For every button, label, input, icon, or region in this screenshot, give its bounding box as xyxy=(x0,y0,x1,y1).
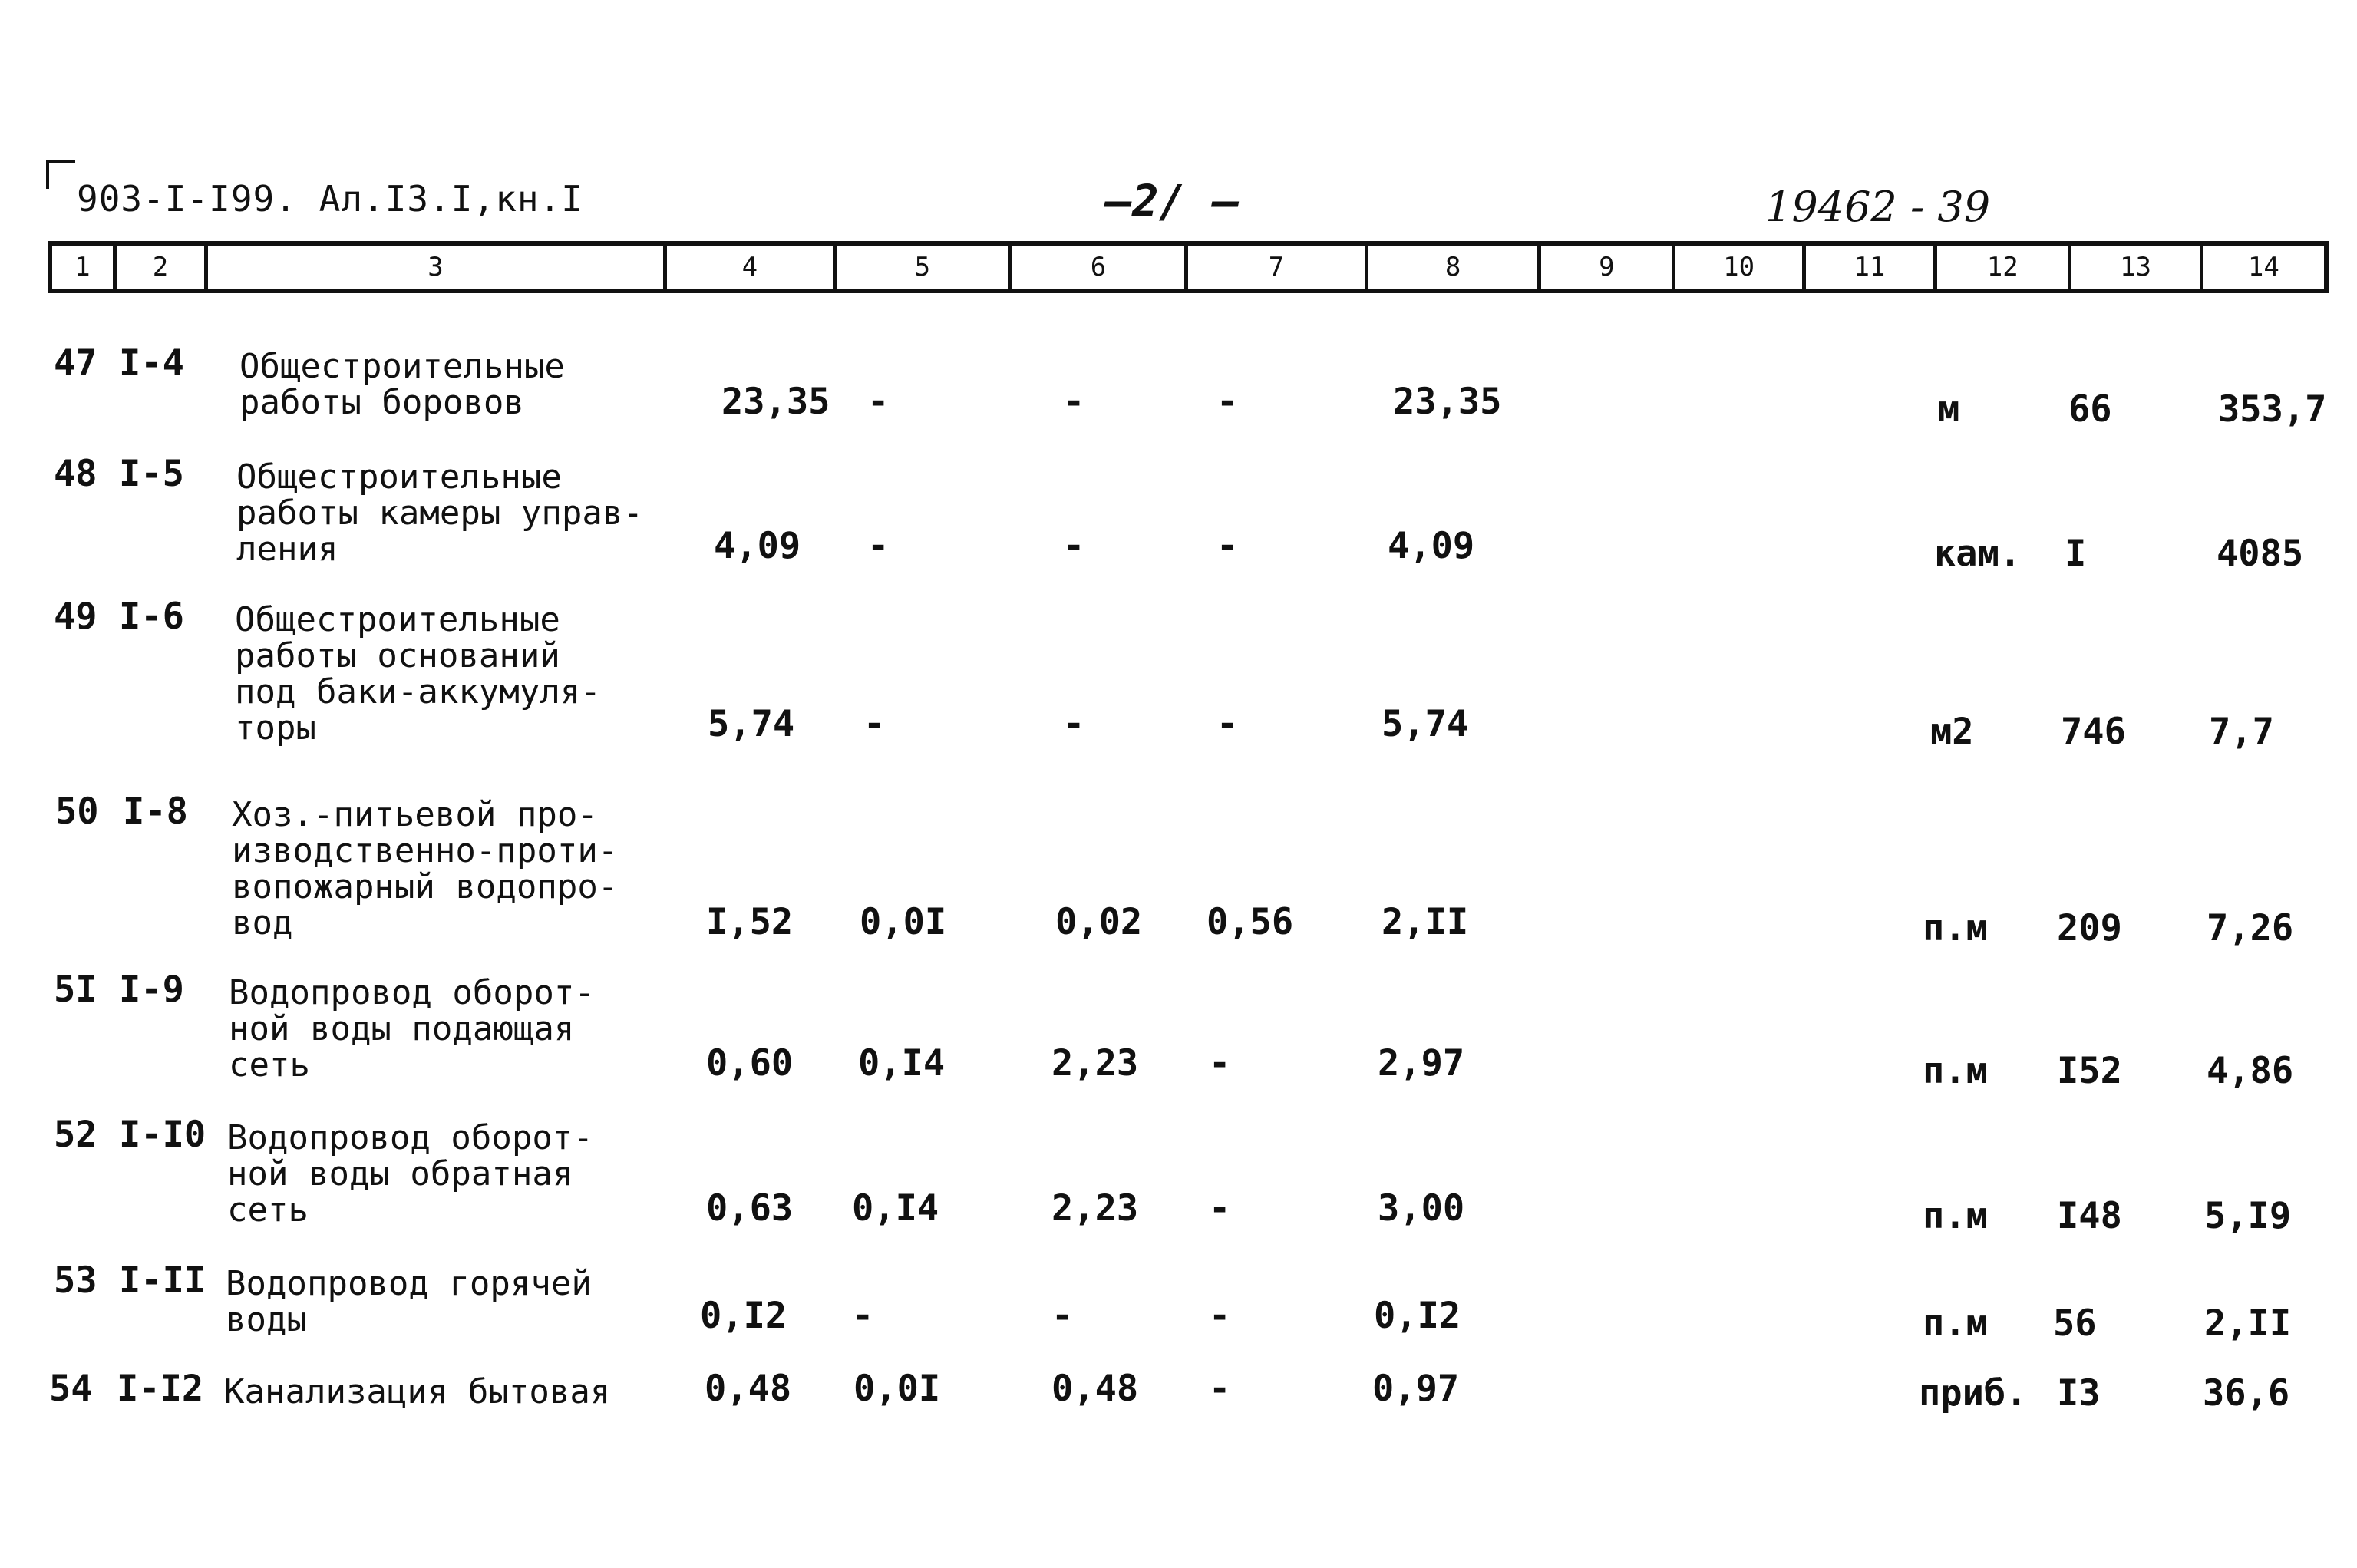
column-number: 12 xyxy=(1937,246,2071,289)
value-col4: 0,48 xyxy=(705,1368,792,1410)
value-col5: 0,0I xyxy=(860,901,947,943)
value-col8: 2,97 xyxy=(1378,1042,1465,1084)
value-col8: 2,II xyxy=(1382,901,1469,943)
value-col7: - xyxy=(1209,1295,1231,1337)
row-code: I-I2 xyxy=(117,1368,204,1410)
value-col4: 23,35 xyxy=(721,381,830,423)
value-col5: 0,0I xyxy=(853,1368,941,1410)
unit-price: 2,II xyxy=(2204,1302,2292,1345)
unit-price: 4,86 xyxy=(2207,1050,2294,1092)
value-col6: 0,02 xyxy=(1055,901,1143,943)
row-number: 49 xyxy=(54,596,97,638)
column-number: 4 xyxy=(667,246,837,289)
value-col5: - xyxy=(867,381,890,423)
column-number: 10 xyxy=(1675,246,1805,289)
row-name: Водопровод оборот- ной воды обратная сеть xyxy=(227,1118,593,1230)
corner-mark xyxy=(46,160,75,189)
row-name: Канализация бытовая xyxy=(224,1372,611,1411)
value-col8: 0,I2 xyxy=(1374,1295,1461,1337)
value-col5: - xyxy=(863,703,886,745)
row-code: I-4 xyxy=(119,342,184,385)
row-number: 50 xyxy=(55,791,99,833)
value-col6: 2,23 xyxy=(1051,1042,1139,1084)
value-col7: - xyxy=(1209,1042,1231,1084)
value-col5: - xyxy=(867,525,890,567)
value-col8: 0,97 xyxy=(1372,1368,1460,1410)
value-col8: 3,00 xyxy=(1378,1187,1465,1230)
value-col5: 0,I4 xyxy=(852,1187,939,1230)
unit: п.м xyxy=(1923,1195,1988,1237)
column-number: 8 xyxy=(1368,246,1541,289)
unit-price: 5,I9 xyxy=(2204,1195,2292,1237)
row-number: 53 xyxy=(54,1259,97,1302)
row-code: I-I0 xyxy=(119,1114,206,1156)
value-col8: 4,09 xyxy=(1388,525,1475,567)
unit: п.м xyxy=(1923,1050,1988,1092)
page-number: —2/ — xyxy=(1105,175,1240,227)
value-col4: 0,I2 xyxy=(700,1295,787,1337)
row-number: 54 xyxy=(49,1368,93,1410)
quantity: 66 xyxy=(2068,388,2112,431)
row-name: Водопровод оборот- ной воды подающая сеть xyxy=(229,973,595,1084)
unit: п.м xyxy=(1923,1302,1988,1345)
row-name: Общестроительные работы оснований под баки-аккумуля- торы xyxy=(235,600,601,748)
quantity: I3 xyxy=(2057,1372,2101,1415)
row-code: I-6 xyxy=(119,596,184,638)
column-number: 13 xyxy=(2071,246,2203,289)
unit: м xyxy=(1938,388,1960,431)
value-col6: - xyxy=(1063,525,1085,567)
column-number: 2 xyxy=(117,246,209,289)
unit: м2 xyxy=(1930,711,1974,753)
value-col4: 0,63 xyxy=(706,1187,794,1230)
unit: приб. xyxy=(1919,1372,2028,1415)
column-number: 7 xyxy=(1188,246,1368,289)
unit-price: 36,6 xyxy=(2203,1372,2290,1415)
value-col8: 23,35 xyxy=(1393,381,1502,423)
unit-price: 7,7 xyxy=(2209,711,2274,753)
unit: кам. xyxy=(1934,533,2022,575)
value-col6: - xyxy=(1063,703,1085,745)
row-name: Общестроительные работы боровов xyxy=(239,347,565,422)
value-col7: - xyxy=(1209,1368,1231,1410)
unit-price: 4085 xyxy=(2217,533,2304,575)
value-col6: - xyxy=(1051,1295,1074,1337)
row-number: 48 xyxy=(54,453,97,495)
column-number-bar xyxy=(48,241,2329,293)
quantity: 56 xyxy=(2053,1302,2097,1345)
quantity: 746 xyxy=(2061,711,2126,753)
row-name: Водопровод горячей воды xyxy=(226,1264,592,1339)
row-name: Общестроительные работы камеры управ- ления xyxy=(236,457,643,569)
column-number: 6 xyxy=(1012,246,1188,289)
row-number: 47 xyxy=(54,342,97,385)
value-col6: 2,23 xyxy=(1051,1187,1139,1230)
row-code: I-8 xyxy=(123,791,188,833)
value-col4: 4,09 xyxy=(714,525,801,567)
value-col8: 5,74 xyxy=(1382,703,1469,745)
row-number: 52 xyxy=(54,1114,97,1156)
row-code: I-II xyxy=(119,1259,206,1302)
value-col7: - xyxy=(1216,381,1239,423)
value-col6: - xyxy=(1063,381,1085,423)
value-col5: 0,I4 xyxy=(858,1042,946,1084)
column-number: 11 xyxy=(1806,246,1937,289)
column-number: 5 xyxy=(837,246,1012,289)
column-number: 9 xyxy=(1541,246,1675,289)
quantity: I48 xyxy=(2057,1195,2122,1237)
handwritten-code: 19462 - 39 xyxy=(1765,183,1991,231)
unit: п.м xyxy=(1923,907,1988,949)
column-number: 1 xyxy=(52,246,117,289)
value-col6: 0,48 xyxy=(1051,1368,1139,1410)
row-code: I-9 xyxy=(119,969,184,1011)
column-number: 3 xyxy=(208,246,667,289)
value-col5: - xyxy=(852,1295,874,1337)
value-col4: I,52 xyxy=(706,901,794,943)
unit-price: 353,7 xyxy=(2218,388,2327,431)
row-number: 5I xyxy=(54,969,97,1011)
document-reference: 903-I-I99. Ал.I3.I,кн.I xyxy=(77,178,583,220)
value-col4: 5,74 xyxy=(708,703,795,745)
quantity: I52 xyxy=(2057,1050,2122,1092)
value-col7: - xyxy=(1209,1187,1231,1230)
row-name: Хоз.-питьевой про- изводственно-проти- вопожарный водопро- вод xyxy=(232,795,619,942)
value-col7: 0,56 xyxy=(1207,901,1294,943)
quantity: I xyxy=(2065,533,2087,575)
unit-price: 7,26 xyxy=(2207,907,2294,949)
value-col7: - xyxy=(1216,703,1239,745)
value-col7: - xyxy=(1216,525,1239,567)
quantity: 209 xyxy=(2057,907,2122,949)
value-col4: 0,60 xyxy=(706,1042,794,1084)
row-code: I-5 xyxy=(119,453,184,495)
column-number: 14 xyxy=(2247,252,2279,282)
